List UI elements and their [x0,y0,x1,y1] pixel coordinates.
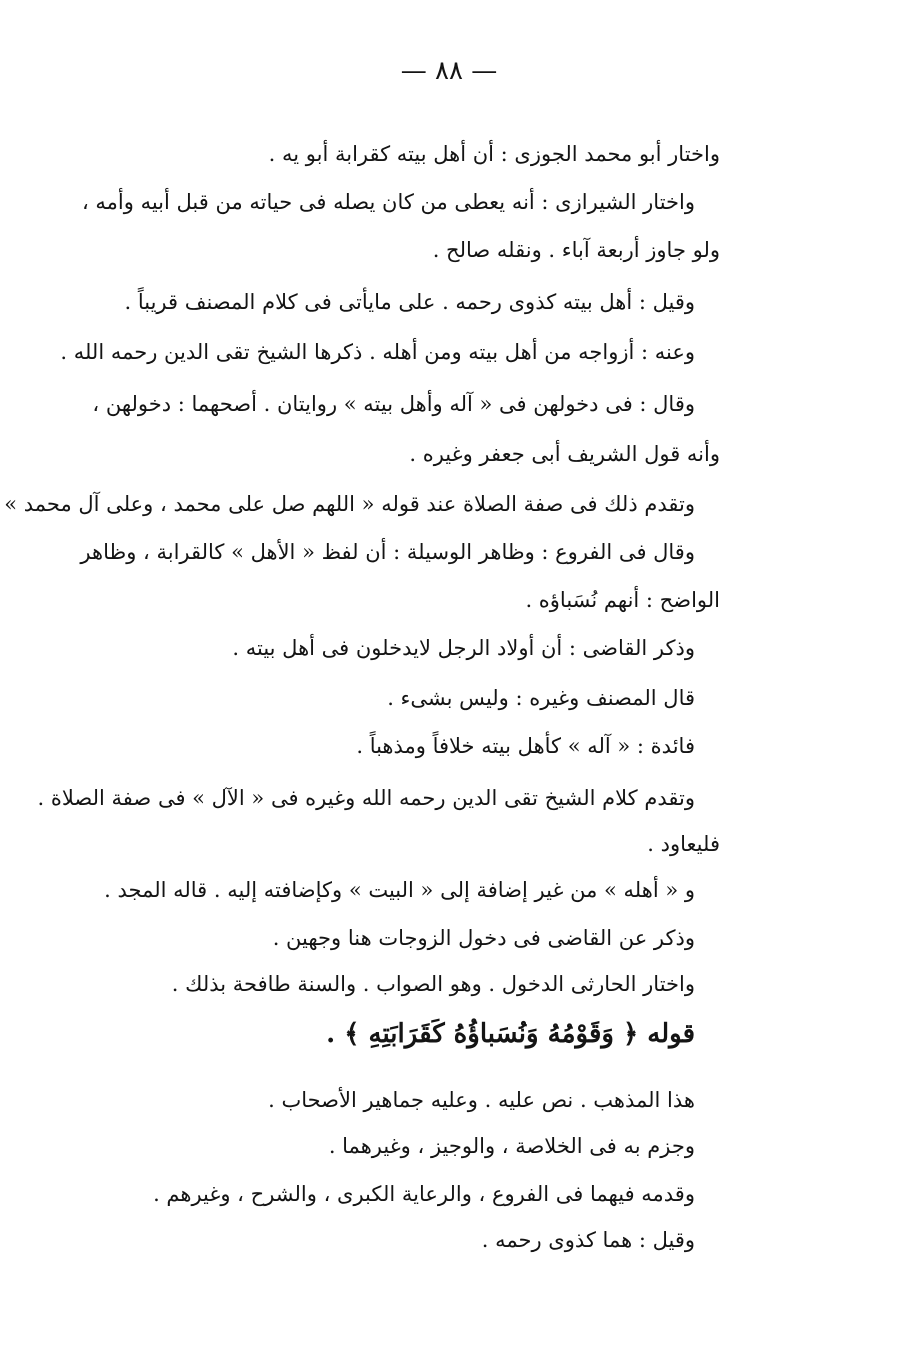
text-line: وقدمه فيهما فى الفروع ، والرعاية الكبرى ، والشرح ، وغيرهم . [153,1182,695,1206]
text-line: قال المصنف وغيره : وليس بشىء . [387,686,695,710]
text-line: هذا المذهب . نص عليه . وعليه جماهير الأصحاب . [268,1088,695,1112]
page-number: — ٨٨ — [400,56,498,86]
text-line: واختار الحارثى الدخول . وهو الصواب . والسنة طافحة بذلك . [171,972,695,996]
text-line: وقيل : أهل بيته كذوى رحمه . على مايأتى فى كلام المصنف قريباً . [124,290,695,314]
text-line: وتقدم ذلك فى صفة الصلاة عند قوله « اللهم صل على محمد ، وعلى آل محمد » [4,492,695,516]
text-line: وقيل : هما كذوى رحمه . [481,1228,695,1252]
text-line: وأنه قول الشريف أبى جعفر وغيره . [409,442,720,466]
text-line: فائدة : « آله » كأهل بيته خلافاً ومذهباً . [356,734,695,758]
text-line: وقال فى الفروع : وظاهر الوسيلة : أن لفظ « الأهل » كالقرابة ، وظاهر [80,540,695,564]
text-line: وعنه : أزواجه من أهل بيته ومن أهله . ذكرها الشيخ تقى الدين رحمه الله . [60,340,695,364]
text-line: الواضح : أنهم نُسَباؤه . [525,588,720,612]
text-line: ولو جاوز أربعة آباء . ونقله صالح . [432,238,720,262]
section-heading: قوله ﴿ وَقَوْمُهُ وَنُسَباؤُهُ كَقَرَابَتِهِ ﴾ . [326,1019,695,1049]
text-line: وجزم به فى الخلاصة ، والوجيز ، وغيرهما . [328,1134,695,1158]
text-line: و « أهله » من غير إضافة إلى « البيت » وكإضافته إليه . قاله المجد . [104,878,695,902]
text-line: واختار أبو محمد الجوزى : أن أهل بيته كقرابة أبو يه . [268,142,720,166]
text-line: فليعاود . [647,832,720,856]
text-line: واختار الشيرازى : أنه يعطى من كان يصله فى حياته من قبل أبيه وأمه ، [81,190,695,214]
text-line: وذكر عن القاضى فى دخول الزوجات هنا وجهين . [272,926,695,950]
text-line: وقال : فى دخولهن فى « آله وأهل بيته » روايتان . أصحهما : دخولهن ، [92,392,695,416]
text-line: وتقدم كلام الشيخ تقى الدين رحمه الله وغيره فى « الآل » فى صفة الصلاة . [37,786,695,810]
text-line: وذكر القاضى : أن أولاد الرجل لايدخلون فى أهل بيته . [232,636,695,660]
